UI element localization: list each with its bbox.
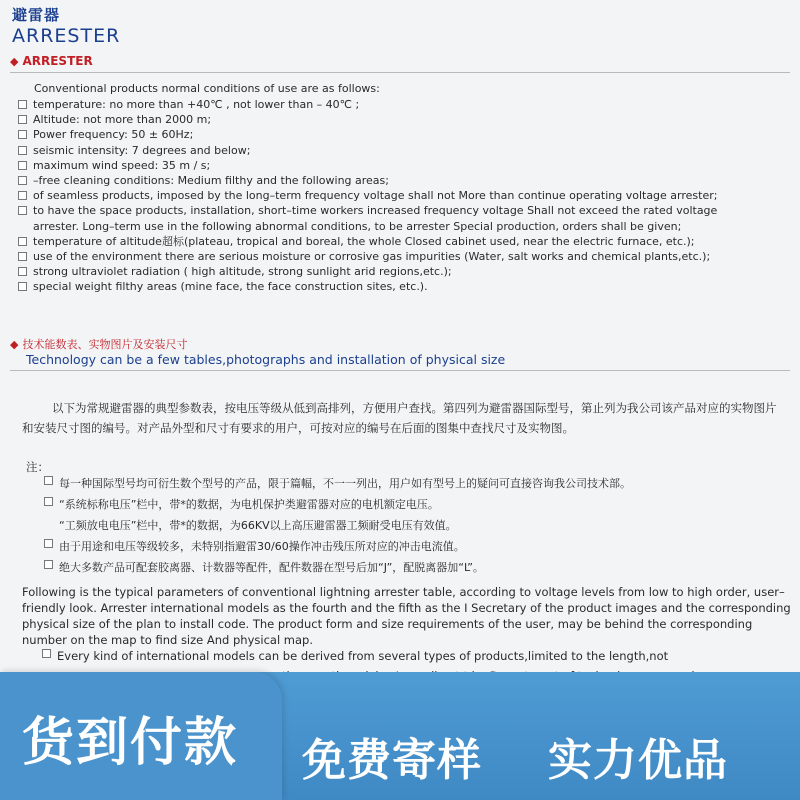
conditions-list: [18, 97, 798, 295]
divider: [10, 72, 790, 73]
list-item: use of the environment there are serious moisture or corrosive gas impurities (Water, salt works and chemical plants,etc.);: [18, 249, 798, 264]
list-item: “系统标称电压”栏中，带*的数据，为电机保护类避雷器对应的电机额定电压。: [44, 494, 631, 515]
title-en: ARRESTER: [12, 25, 121, 47]
checkbox-icon: [18, 191, 27, 200]
spacer: [44, 518, 53, 527]
section-label-cn: 技术能数表、实物图片及安装尺寸: [22, 338, 188, 351]
list-item: 每一种国际型号均可衍生数个型号的产品，限于篇幅，不一一列出，用户如有型号上的疑问可直接咨询我公司技术部。: [44, 473, 631, 494]
checkbox-icon: [18, 282, 27, 291]
list-item: special weight filthy areas (mine face, the face construction sites, etc.).: [18, 279, 798, 294]
spacer: [18, 222, 27, 231]
list-item: Every kind of international models can be derived from several types of products,limited to the length,not: [42, 646, 746, 666]
checkbox-icon: [18, 100, 27, 109]
checkbox-icon: [18, 115, 27, 124]
list-item: “工频放电电压”栏中，带*的数据，为66KV以上高压避雷器工频耐受电压有效值。: [44, 515, 631, 536]
checkbox-icon: [44, 539, 53, 548]
list-item: 绝大多数产品可配套胶离器、计数器等配件，配件数器在型号后加“J”，配脱离器加“L”。: [44, 557, 631, 578]
list-item: to have the space products, installation, short–time workers increased frequency voltage Shall not exceed the rated voltage: [18, 203, 798, 218]
banner-title: 货到付款: [22, 713, 239, 773]
section-label-en: Technology can be a few tables,photographs and installation of physical size: [26, 352, 506, 367]
banner-tag-free-sample: 免费寄样: [302, 735, 482, 786]
checkbox-icon: [18, 206, 27, 215]
checkbox-icon: [18, 252, 27, 261]
diamond-icon: ◆: [10, 337, 19, 351]
list-item: Altitude: not more than 2000 m;: [18, 112, 798, 127]
checkbox-icon: [42, 649, 51, 658]
list-item: temperature of altitude超标(plateau, tropical and boreal, the whole Closed cabinet used, near the electric furnace, etc.);: [18, 234, 798, 249]
list-item: –free cleaning conditions: Medium filthy and the following areas;: [18, 173, 798, 188]
list-item: strong ultraviolet radiation ( high altitude, strong sunlight arid regions,etc.);: [18, 264, 798, 279]
paragraph-en: Following is the typical parameters of conventional lightning arrester table, according to voltage levels from low to high order, user–friendly look. Arrester international models as the fourth and the fifth as the I Secretary of the product images and the corresponding physical size of the plan to install code. The product form and size requirements of the user, may be behind the corresponding number on the map to find size And physical map.: [22, 585, 791, 647]
checkbox-icon: [18, 176, 27, 185]
list-item: Power frequency: 50 ± 60Hz;: [18, 127, 798, 142]
page-header: [12, 4, 120, 47]
checkbox-icon: [18, 161, 27, 170]
notes-list: [44, 473, 631, 578]
list-item: arrester. Long–term use in the following abnormal conditions, to be arrester Special production, orders shall be given;: [18, 219, 798, 234]
divider: [10, 370, 790, 371]
section-tech-heading: [10, 336, 187, 352]
banner-tag-quality: 实力优品: [548, 735, 728, 786]
list-item: 由于用途和电压等级较多，未特别指避雷30/60操作冲击残压所对应的冲击电流值。: [44, 536, 631, 557]
checkbox-icon: [18, 146, 27, 155]
paragraph-cn: 以下为常规避雷器的典型参数表，按电压等级从低到高排列，方便用户查找。第四列为避雷器国际型号，第止列为我公司该产品对应的实物图片和安装尺寸图的编号。对产品外型和尺寸有要求的用户，可按对应的编号在后面的图集中查找尺寸及实物图。: [22, 401, 777, 435]
checkbox-icon: [18, 237, 27, 246]
checkbox-icon: [44, 497, 53, 506]
list-item: seismic intensity: 7 degrees and below;: [18, 143, 798, 158]
conditions-intro: Conventional products normal conditions of use are as follows:: [34, 82, 380, 95]
checkbox-icon: [18, 267, 27, 276]
list-item: temperature: no more than +40℃ , not lower than – 40℃ ;: [18, 97, 798, 112]
checkbox-icon: [18, 130, 27, 139]
title-cn: 避雷器: [12, 6, 61, 24]
checkbox-icon: [44, 476, 53, 485]
diamond-icon: ◆: [10, 54, 19, 68]
section-arrester-heading: [10, 54, 93, 68]
checkbox-icon: [44, 560, 53, 569]
list-item: of seamless products, imposed by the long–term frequency voltage shall not More than continue operating voltage arrester;: [18, 188, 798, 203]
list-item: maximum wind speed: 35 m / s;: [18, 158, 798, 173]
section-label: ARRESTER: [22, 54, 93, 68]
note-label: 注：: [26, 460, 49, 474]
